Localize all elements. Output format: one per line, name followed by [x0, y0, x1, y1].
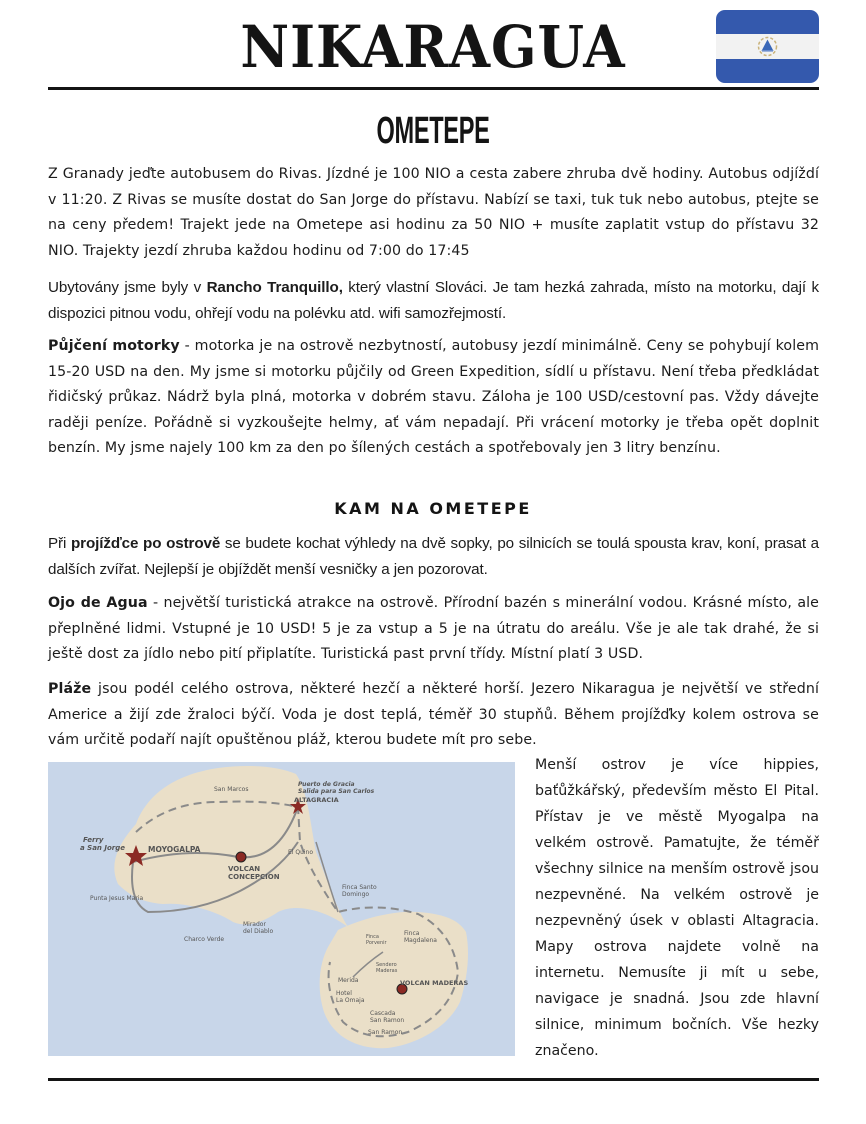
paragraph-motorbike	[48, 334, 819, 462]
nicaragua-flag-icon	[716, 10, 819, 83]
map-label-cascada: Cascada	[370, 1010, 396, 1017]
side-paragraph: Menší ostrov je více hippies, baťůžkářský, především město El Pital. Přístav je ve městě Myogalpa na velkém ostrově. Pamatujte, že téměř všechny silnice na menším ostrově jsou nezpevněné. Na velkém ostrově je nezpevněný úsek v oblasti Altagracia. Mapy ostrova najdete volně na internetu. Nemusíte ji mít u sebe, navigace je snadná. Jsou zde hlavní silnice, minimum bočních. Vše hezky značeno.	[535, 757, 819, 1059]
map-label-finca-santo: Finca Santo	[342, 884, 377, 891]
text: který vlastní Slováci. Je tam hezká zahrada, místo na motorku, dají k dispozici pitnou vodu, ohřejí vodu na polévku atd. wifi samozřejmostí.	[48, 279, 819, 322]
map-label-magdalena: Magdalena	[404, 937, 437, 944]
map-label-mirador: Mirador	[243, 921, 266, 928]
section-title: OMETEPE	[376, 110, 490, 152]
map-label-domingo: Domingo	[342, 891, 370, 898]
map-label-san-jorge: a San Jorge	[80, 844, 125, 852]
page-title: NIKARAGUA	[240, 13, 626, 81]
footer-divider	[48, 1078, 819, 1081]
ojo-de-agua-heading: Ojo de Agua	[48, 595, 148, 611]
paragraph-transport: Z Granady jeďte autobusem do Rivas. Jízdné je 100 NIO a cesta zabere zhruba dvě hodiny. Autobus odjíždí v 11:20. Z Rivas se musíte dostat do San Jorge do přístavu. Nabízí se taxi, tuk tuk nebo autobus, ptejte se na ceny předem! Trajekt jede na Ometepe asi hodinu za 50 NIO + musíte zaplatit vstup do přístavu 32 NIO. Trajekty jezdí zhruba každou hodinu od 7:00 do 17:45	[48, 166, 819, 259]
map-label-maderas-trail: Maderas	[376, 968, 398, 974]
map-label-la-omaja: La Omaja	[336, 997, 365, 1004]
coat-of-arms-icon	[755, 34, 780, 59]
ride-highlight: projížďce po ostrově	[70, 535, 221, 552]
map-label-charco-verde: Charco Verde	[184, 936, 225, 943]
map-label-puerto-de-gracia: Puerto de Gracia	[298, 781, 355, 788]
volcan-concepcion-icon	[236, 852, 246, 862]
map-label-del-diablo: del Diablo	[243, 928, 274, 935]
map-label-cascada-san-ramon: San Ramon	[370, 1017, 405, 1024]
accommodation-name: Rancho Tranquillo,	[206, 279, 343, 296]
text: Ubytovány jsme byly v	[48, 279, 207, 296]
map-label-san-ramon: San Ramon	[368, 1029, 403, 1036]
map-label-concepcion: CONCEPCION	[228, 873, 280, 881]
subsection-title: KAM NA OMETEPE	[334, 499, 532, 518]
text: jsou podél celého ostrova, některé hezčí a některé horší. Jezero Nikaragua je největší ve střední Americe a žijí zde žraloci býčí. Voda je dost teplá, téměř 30 stupňů. Během projížďky kolem ostrova se vám určitě podaří najít opuštěnou pláž, kterou budete mít pro sebe.	[48, 681, 819, 749]
map-label-moyogalpa: MOYOGALPA	[148, 845, 201, 854]
text: se budete kochat výhledy na dvě sopky, po silnicích se toulá spousta krav, koní, prasat a dalších zvířat. Nejlepší je objíždět menší vesničky a jen pozorovat.	[48, 535, 819, 578]
map-label-ferry: Ferry	[83, 836, 104, 844]
map-label-el-quino: El Quino	[288, 849, 314, 856]
map-label-porvenir: Porvenir	[366, 940, 387, 946]
map-label-finca-porvenir: Finca	[366, 934, 379, 940]
map-label-salida: Salida para San Carlos	[298, 788, 375, 795]
map-label-merida: Merida	[338, 977, 359, 984]
header-divider	[48, 87, 819, 90]
map-label-hotel: Hotel	[336, 990, 352, 997]
map-label-san-marcos: San Marcos	[214, 786, 249, 793]
map-label-sendero: Sendero	[376, 962, 397, 968]
paragraph-beaches	[48, 677, 819, 754]
map-label-finca: Finca	[404, 930, 420, 937]
beaches-heading: Pláže	[48, 681, 92, 697]
paragraph-ojo-de-agua	[48, 591, 819, 668]
paragraph-accommodation	[48, 275, 819, 326]
motorbike-heading: Půjčení motorky	[48, 338, 180, 354]
map-label-volcan: VOLCAN	[228, 865, 261, 873]
map-label-punta-jesus-maria: Punta Jesus Maria	[90, 895, 144, 902]
map-label-volcan-maderas: VOLCAN MADERAS	[400, 979, 469, 987]
text: Při	[48, 535, 71, 552]
text: - největší turistická atrakce na ostrově. Přírodní bazén s minerální vodou. Krásné místo, ale přeplněné lidmi. Vstupné je 10 USD! 5 je za vstup a 5 je na útratu do areálu. Vše je ale tak drahé, že si ještě dost za jídlo nebo pití připlatíte. Turistická past první třídy. Místní platí 3 USD.	[48, 595, 819, 663]
ometepe-map	[48, 762, 515, 1056]
paragraph-ride	[48, 531, 819, 582]
text: - motorka je na ostrově nezbytností, autobusy jezdí minimálně. Ceny se pohybují kolem 15-20 USD na den. My jsme si motorku půjčily od Green Expedition, sídlí u přístavu. Není třeba předkládat řidičský průkaz. Nádrž byla plná, motorka v dobrém stavu. Záloha je 100 USD/cestovní pas. Vždy dávejte raději peníze. Pořádně si vyzkoušejte helmy, ať vám nepadají. Při vrácení motorky je třeba opět doplnit benzín. My jsme najely 100 km za den po šílených cestách a spotřebovaly jen 3 litry benzínu.	[48, 338, 819, 457]
map-label-altagracia: ALTAGRACIA	[294, 796, 339, 804]
